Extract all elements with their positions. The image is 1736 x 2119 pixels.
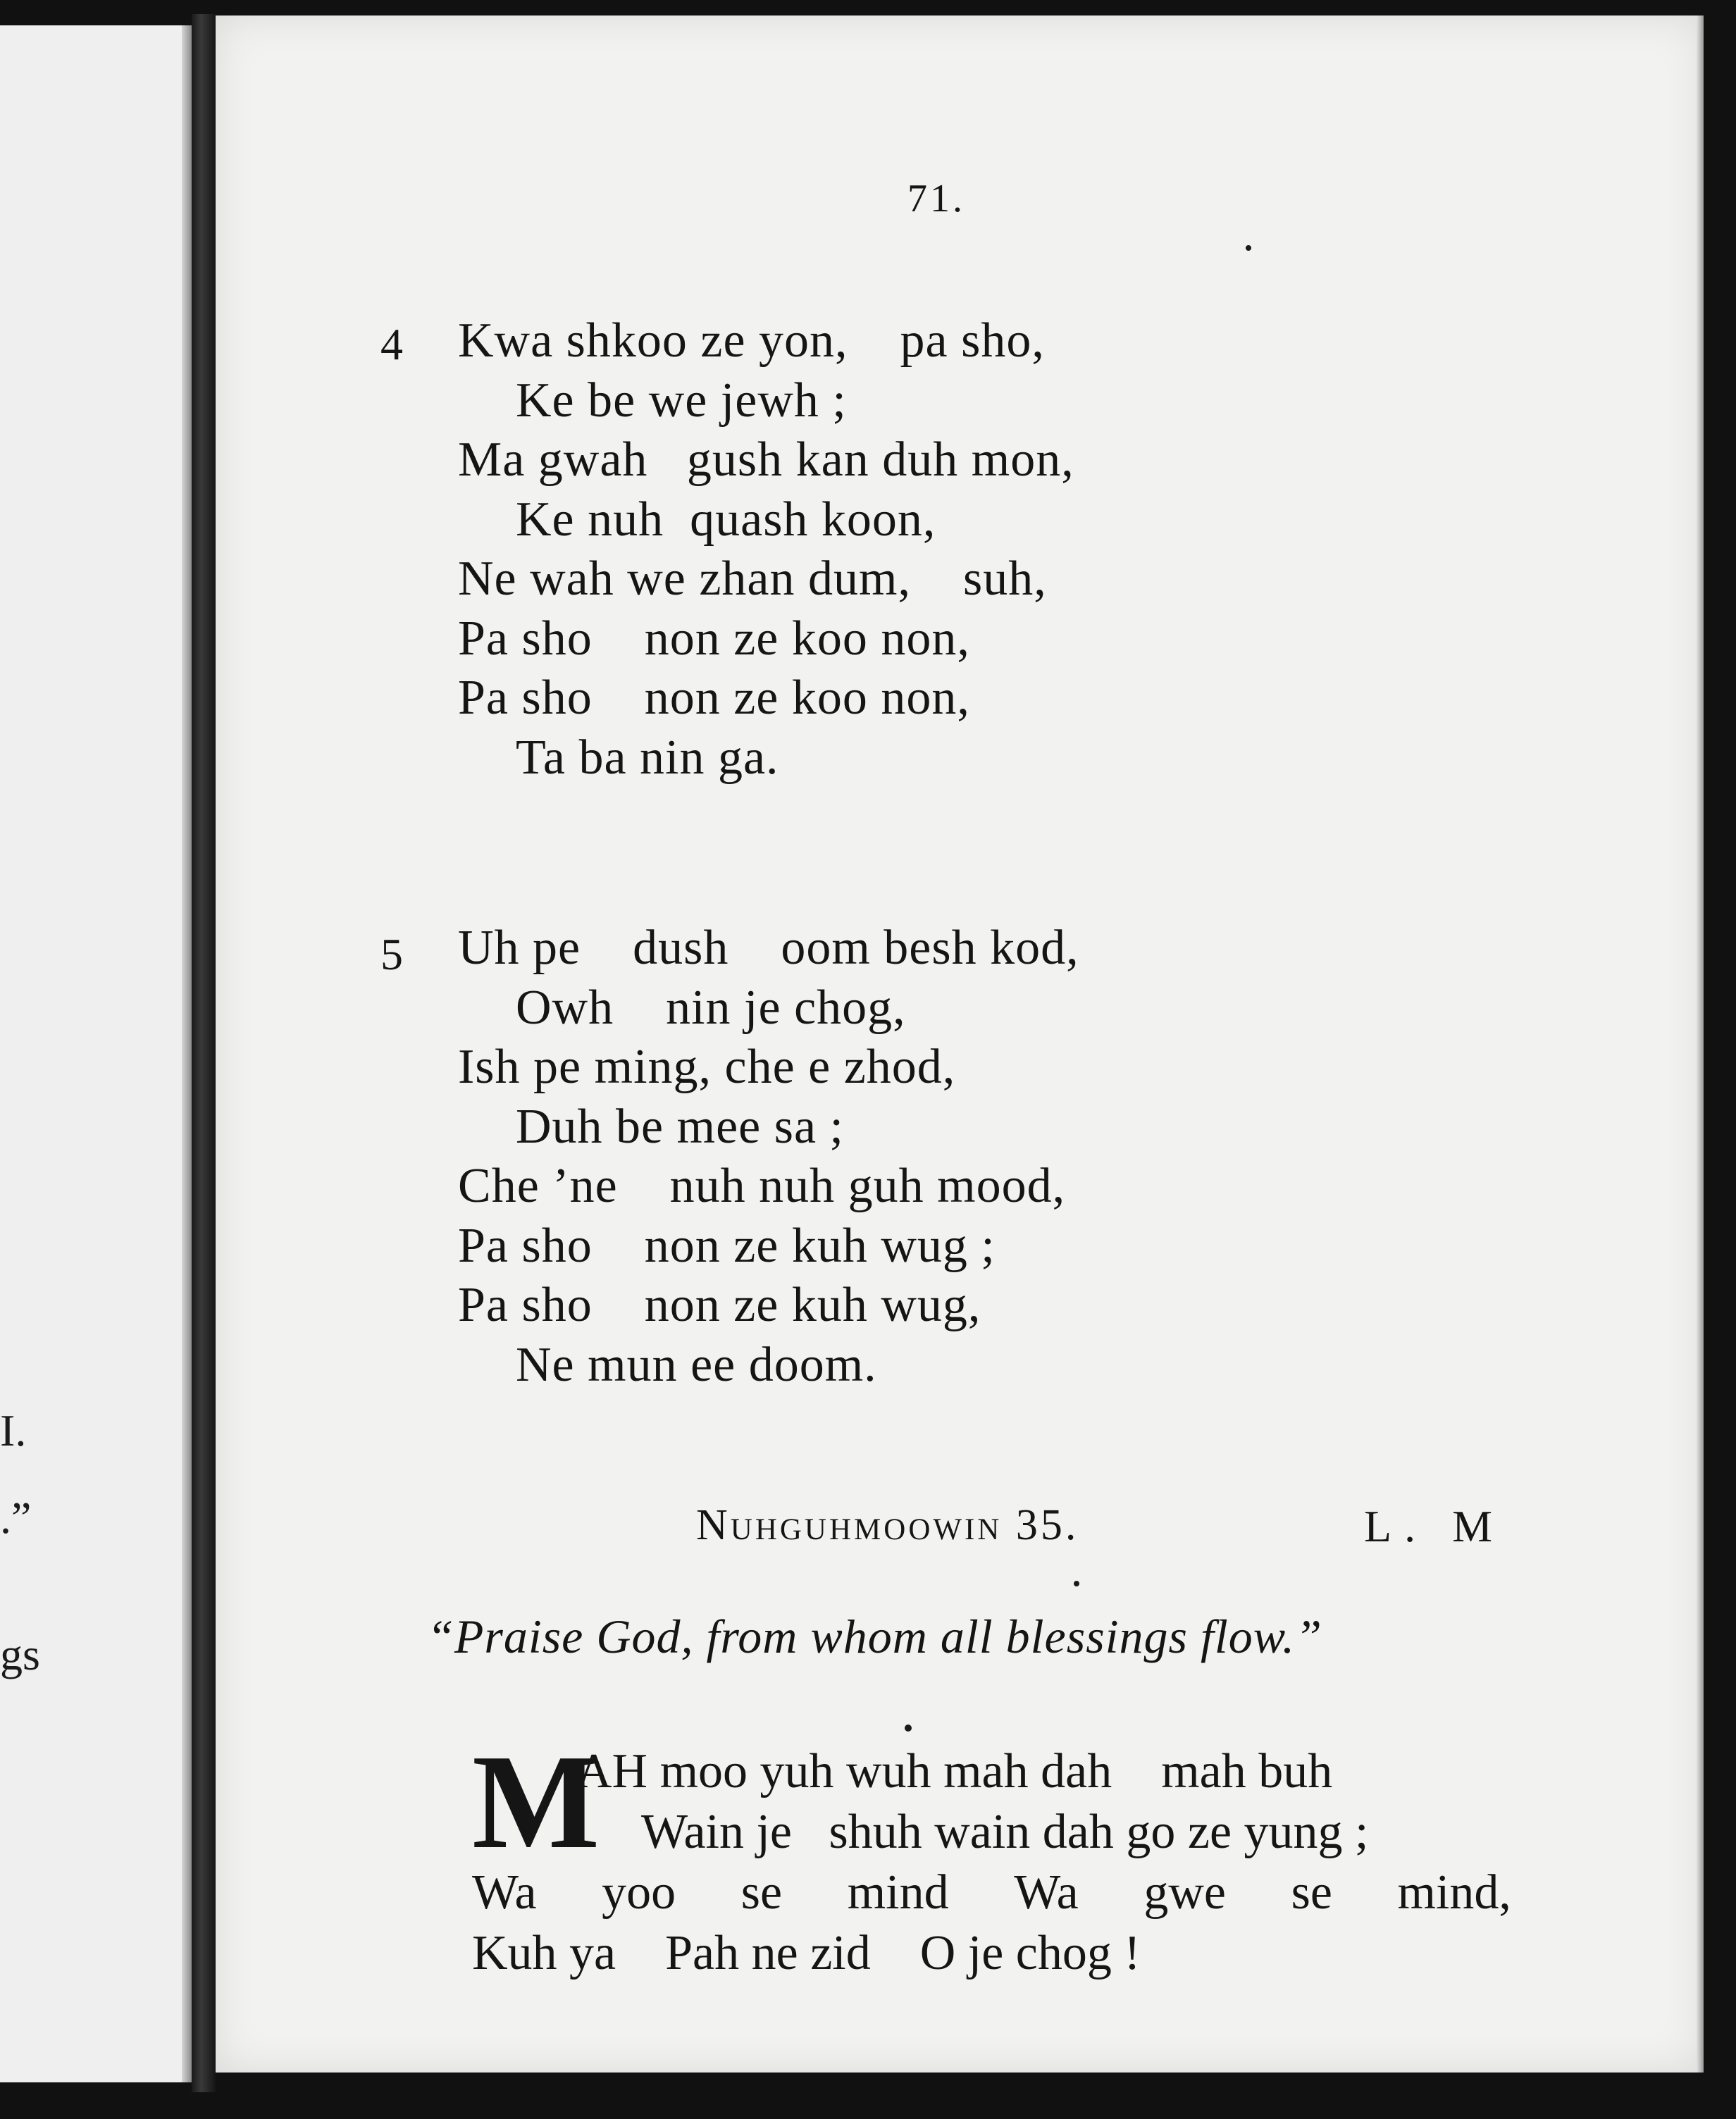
verse-word: Wa	[472, 1865, 537, 1920]
verse-word: mind	[847, 1865, 949, 1920]
verse-line: Pa sho non ze kuh wug,	[458, 1278, 981, 1332]
verse-word: Wa	[1014, 1865, 1079, 1920]
verse-line: Owh nin je chog,	[516, 980, 906, 1035]
left-page-edge	[182, 25, 192, 2082]
scan-speck	[1246, 245, 1251, 251]
stanza-number: 4	[380, 319, 403, 369]
verse-line: Ke be we jewh ;	[516, 373, 847, 428]
hymn-title: Nuhguhmoowin 35.	[696, 1501, 1079, 1549]
stanza-number: 5	[380, 929, 403, 979]
verse-line: Pa sho non ze koo non,	[458, 671, 970, 725]
verse-line: Pa sho non ze kuh wug ;	[458, 1218, 996, 1273]
hymn-heading	[216, 1500, 1704, 1557]
verse-word: yoo	[602, 1865, 676, 1920]
verse-word: gwe	[1143, 1865, 1226, 1920]
page-edge	[1697, 15, 1704, 2073]
verse-line: Ne mun ee doom.	[516, 1337, 877, 1392]
facing-page-left	[0, 25, 192, 2082]
verse-line: Ish pe ming, che e zhod,	[458, 1040, 956, 1094]
verse-line: Uh pe dush oom besh kod,	[458, 921, 1079, 975]
verse-word: mind,	[1397, 1865, 1511, 1920]
page-number: 71.	[907, 177, 965, 220]
scan-speck	[1074, 1581, 1079, 1586]
hymn-verse-1	[472, 1727, 1529, 1984]
book-page	[216, 15, 1704, 2073]
scan-speck	[905, 1725, 912, 1732]
verse-line: Pa sho non ze koo non,	[458, 611, 970, 666]
verse-line: Wain je shuh wain dah go ze yung ;	[641, 1805, 1369, 1859]
left-page-fragment: I.	[0, 1405, 27, 1455]
verse-word: se	[740, 1865, 783, 1920]
verse-line: Ne wah we zhan dum, suh,	[458, 552, 1047, 606]
verse-line: Ma gwah gush kan duh mon,	[458, 433, 1074, 487]
verse-line: Duh be mee sa ;	[516, 1099, 844, 1154]
verse-line: Ke nuh quash koon,	[516, 492, 936, 547]
left-page-fragment: .”	[0, 1493, 32, 1543]
verse-line-justified	[472, 1863, 1511, 1923]
stanza-5	[380, 919, 1079, 1395]
left-page-fragment: gs	[0, 1629, 40, 1679]
verse-line: Kuh ya Pah ne zid O je chog !	[472, 1926, 1141, 1980]
verse-line: Kwa shkoo ze yon, pa sho,	[458, 313, 1045, 368]
verse-line: Che ’ne nuh nuh guh mood,	[458, 1159, 1066, 1213]
drop-cap: M	[472, 1727, 600, 1877]
hymn-meter: L. M	[1364, 1501, 1505, 1551]
verse-word: se	[1291, 1865, 1332, 1920]
verse-line: AH moo yuh wuh mah dah mah buh	[576, 1744, 1333, 1798]
book-gutter	[192, 14, 216, 2092]
stanza-4	[380, 311, 1074, 788]
hymn-tune-line: “Praise God, from whom all blessings flow.”	[427, 1610, 1322, 1663]
verse-line: Ta ba nin ga.	[516, 730, 779, 785]
